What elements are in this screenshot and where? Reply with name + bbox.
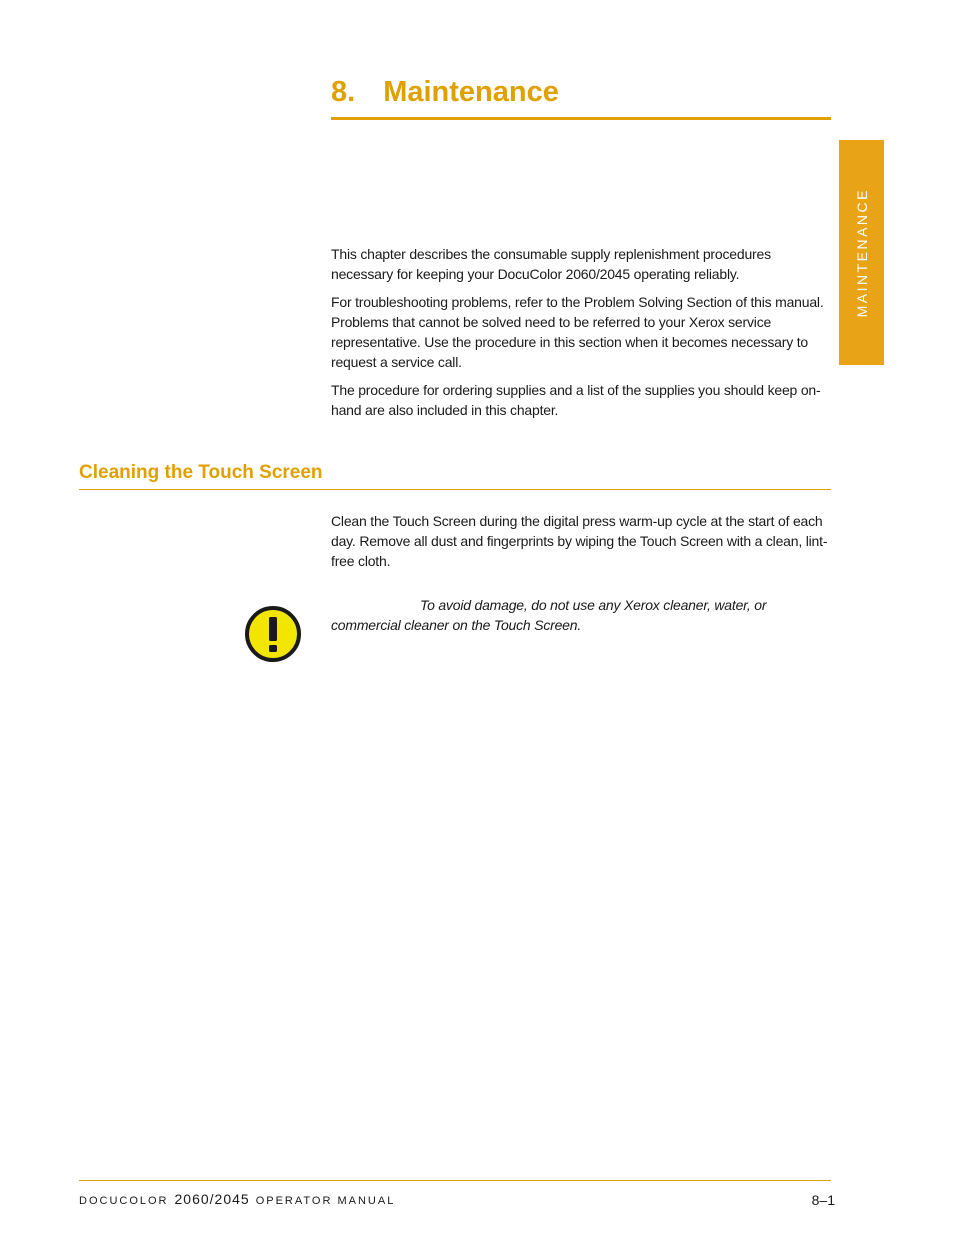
- chapter-title: [331, 72, 831, 112]
- page-number: 8–1: [811, 1192, 835, 1208]
- side-tab-label: MAINTENANCE: [853, 187, 870, 318]
- footer-rule: [79, 1180, 831, 1181]
- intro-paragraph: For troubleshooting problems, refer to the Problem Solving Section of this manual. Problems that cannot be solved need to be referred to your Xerox service representative. Use the procedure in this section when it becomes necessary to request a service call.: [331, 294, 824, 370]
- footer-title: [79, 1191, 395, 1207]
- intro-text: [331, 244, 833, 428]
- chapter-number: 8.: [331, 76, 356, 108]
- caution-icon: [244, 605, 302, 663]
- footer-brand: DOCUCOLOR: [79, 1195, 169, 1207]
- footer-model: 2060/2045: [174, 1191, 250, 1207]
- side-tab: [839, 140, 884, 365]
- section-title: Cleaning the Touch Screen: [79, 462, 323, 483]
- caution-text: To avoid damage, do not use any Xerox cleaner, water, or commercial cleaner on the Touch Screen.: [331, 597, 767, 633]
- section-title-rule: [79, 489, 831, 490]
- footer-manual: OPERATOR MANUAL: [255, 1195, 396, 1207]
- intro-paragraph: This chapter describes the consumable supply replenishment procedures necessary for keeping your DocuColor 2060/2045 operating reliably.: [331, 246, 771, 282]
- chapter-name: Maintenance: [383, 76, 559, 108]
- section-body: Clean the Touch Screen during the digital press warm-up cycle at the start of each day. Remove all dust and fingerprints by wiping the Touch Screen with a clean, lint-free cloth.: [331, 513, 828, 569]
- intro-paragraph: The procedure for ordering supplies and a list of the supplies you should keep on-hand are also included in this chapter.: [331, 382, 821, 418]
- chapter-title-rule: [331, 117, 831, 120]
